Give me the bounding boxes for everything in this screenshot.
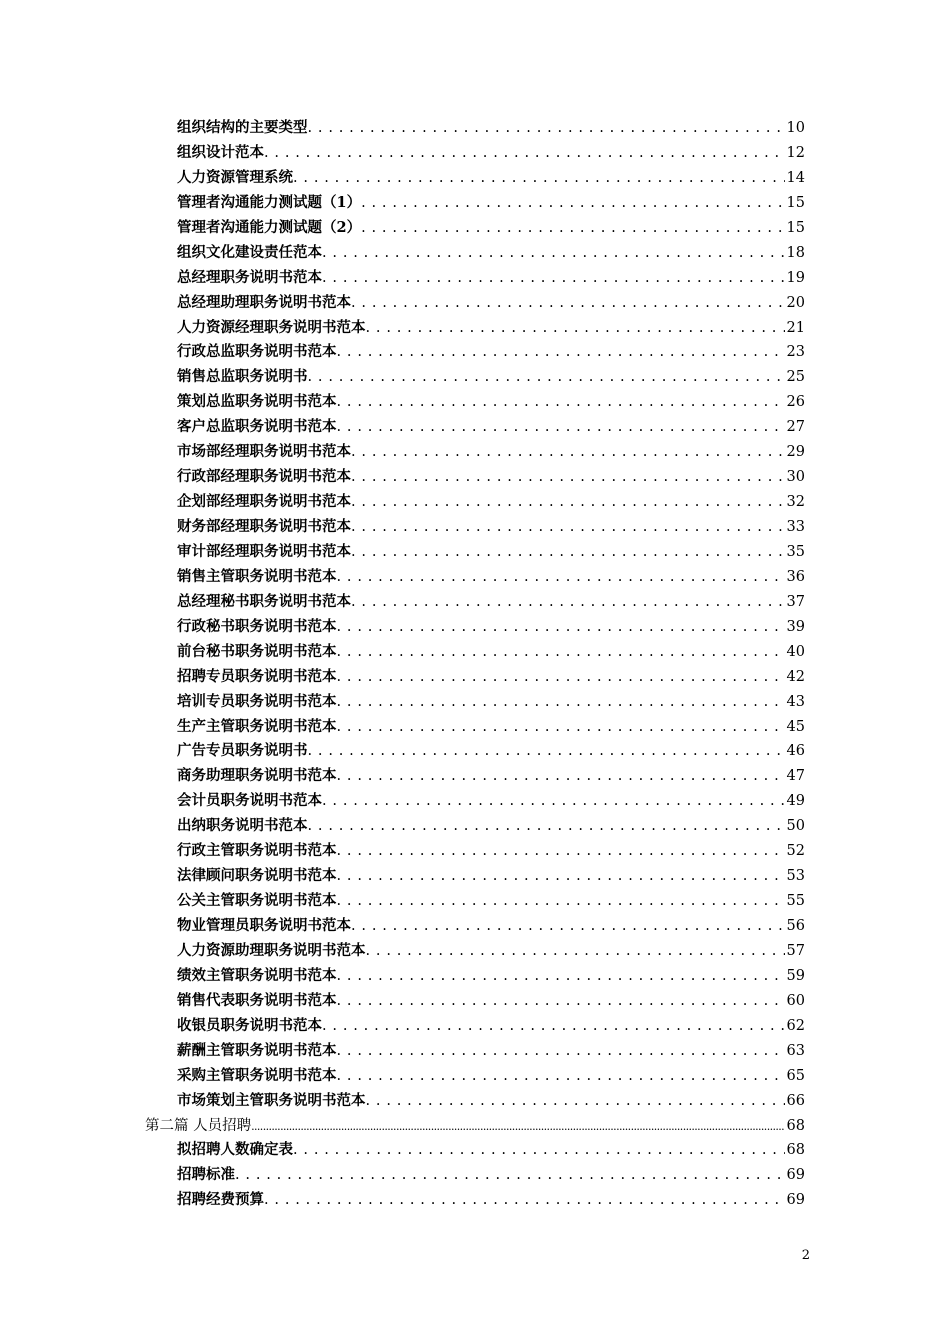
toc-entry-title: 组织文化建设责任范本: [177, 243, 322, 261]
toc-entry-title: 薪酬主管职务说明书范本: [177, 1041, 337, 1059]
toc-entry[interactable]: [177, 690, 805, 715]
toc-dot-leader: [351, 914, 785, 939]
toc-entry-title: 行政部经理职务说明书范本: [177, 468, 351, 486]
toc-entry[interactable]: [177, 141, 805, 166]
toc-entry[interactable]: [177, 814, 805, 839]
toc-entry-page: 45: [786, 718, 805, 735]
toc-entry-page: 62: [786, 1017, 805, 1034]
toc-dot-leader: [337, 889, 785, 914]
toc-entry[interactable]: [177, 266, 805, 291]
toc-chapter-entry[interactable]: [145, 1114, 805, 1139]
toc-entry-page: 39: [786, 618, 805, 635]
toc-entry-title: 招聘经费预算: [177, 1191, 264, 1209]
toc-entry-title: 组织结构的主要类型: [177, 119, 308, 136]
toc-entry-page: 15: [786, 219, 805, 236]
toc-entry[interactable]: [177, 490, 805, 515]
toc-entry[interactable]: [177, 665, 805, 690]
toc-entry[interactable]: [177, 565, 805, 590]
toc-entry-title: 组织设计范本: [177, 143, 264, 161]
toc-entry-title: 行政主管职务说明书范本: [177, 842, 337, 860]
toc-entry-page: 52: [786, 843, 805, 860]
toc-dot-leader: [293, 166, 785, 191]
toc-entry-title: 财务部经理职务说明书范本: [177, 518, 351, 535]
toc-entry-page: 53: [786, 868, 805, 885]
toc-entry[interactable]: [177, 291, 805, 316]
toc-entry-page: 47: [786, 768, 805, 785]
toc-entry-title: 出纳职务说明书范本: [177, 817, 308, 835]
toc-dot-leader: [337, 1039, 785, 1064]
toc-dot-leader: [251, 1114, 784, 1139]
toc-entry-title: 商务助理职务说明书范本: [177, 767, 337, 785]
toc-entry-page: 59: [786, 967, 805, 984]
toc-entry[interactable]: [177, 316, 805, 341]
toc-entry-title: 总经理助理职务说明书范本: [177, 293, 351, 311]
toc-entry-title: 策划总监职务说明书范本: [177, 393, 337, 411]
toc-entry[interactable]: [177, 191, 805, 216]
toc-entry-title: 总经理职务说明书范本: [177, 268, 322, 286]
page-number: 2: [801, 1248, 810, 1263]
toc-dot-leader: [308, 365, 785, 390]
toc-entry[interactable]: [177, 166, 805, 191]
toc-entry-page: 10: [786, 120, 805, 136]
toc-entry-page: 43: [786, 693, 805, 710]
toc-dot-leader: [337, 989, 785, 1014]
toc-dot-leader: [351, 490, 785, 515]
toc-entry-title: 审计部经理职务说明书范本: [177, 542, 351, 560]
toc-entry-page: 57: [786, 942, 805, 959]
toc-entry-title: 拟招聘人数确定表: [177, 1141, 293, 1159]
toc-entry-title: 第二篇 人员招聘: [145, 1117, 252, 1134]
toc-entry-title: 生产主管职务说明书范本: [177, 717, 337, 735]
toc-dot-leader: [337, 390, 785, 415]
toc-dot-leader: [351, 540, 785, 565]
toc-dot-leader: [351, 440, 785, 465]
toc-dot-leader: [337, 665, 785, 690]
toc-dot-leader: [366, 1089, 785, 1114]
toc-entry[interactable]: [177, 615, 805, 640]
toc-dot-leader: [351, 515, 785, 540]
toc-entry-title: 绩效主管职务说明书范本: [177, 966, 337, 984]
toc-entry[interactable]: [177, 116, 805, 141]
toc-dot-leader: [337, 1064, 785, 1089]
toc-entry-page: 55: [786, 893, 805, 910]
toc-dot-leader: [351, 590, 785, 615]
toc-entry-title: 招聘标准: [177, 1166, 235, 1184]
toc-dot-leader: [337, 839, 785, 864]
toc-entry-page: 27: [786, 419, 805, 436]
toc-entry[interactable]: [177, 590, 805, 615]
toc-entry-page: 63: [786, 1042, 805, 1059]
toc-entry-page: 23: [786, 344, 805, 361]
toc-entry-title: 行政秘书职务说明书范本: [177, 617, 337, 635]
toc-entry-title: 市场策划主管职务说明书范本: [177, 1091, 366, 1109]
toc-entry-page: 29: [786, 444, 805, 461]
toc-entry-title: 收银员职务说明书范本: [177, 1016, 322, 1034]
toc-entry-page: 49: [786, 793, 805, 810]
toc-entry[interactable]: [177, 889, 805, 914]
toc-entry-page: 68: [786, 1117, 805, 1134]
toc-dot-leader: [308, 116, 785, 141]
toc-dot-leader: [308, 739, 785, 764]
toc-entry-title: 市场部经理职务说明书范本: [177, 443, 351, 461]
toc-entry[interactable]: [177, 390, 805, 415]
toc-entry-page: 21: [786, 319, 805, 336]
toc-dot-leader: [322, 1014, 785, 1039]
toc-entry-title: 总经理秘书职务说明书范本: [177, 592, 351, 610]
toc-entry[interactable]: [177, 1163, 805, 1188]
toc-dot-leader: [366, 316, 785, 341]
toc-entry[interactable]: [177, 1064, 805, 1089]
toc-entry-page: 32: [786, 494, 805, 511]
toc-dot-leader: [361, 191, 784, 216]
toc-entry[interactable]: [177, 440, 805, 465]
toc-entry-page: 14: [786, 169, 805, 186]
toc-entry-page: 46: [786, 743, 805, 760]
toc-entry-page: 65: [786, 1067, 805, 1084]
toc-entry-title: 前台秘书职务说明书范本: [177, 642, 337, 660]
toc-entry-page: 12: [786, 144, 805, 161]
toc-entry-page: 15: [786, 194, 805, 211]
toc-entry[interactable]: [177, 715, 805, 740]
toc-dot-leader: [337, 764, 785, 789]
toc-dot-leader: [322, 241, 785, 266]
toc-entry-page: 69: [786, 1167, 805, 1184]
toc-entry-page: 25: [786, 369, 805, 386]
toc-entry[interactable]: [177, 465, 805, 490]
toc-entry-page: 37: [786, 593, 805, 610]
toc-entry[interactable]: [177, 1188, 805, 1213]
toc-entry[interactable]: [177, 964, 805, 989]
toc-entry-title: 会计员职务说明书范本: [177, 792, 322, 810]
toc-entry[interactable]: [177, 415, 805, 440]
toc-entry[interactable]: [177, 365, 805, 390]
toc-dot-leader: [322, 789, 785, 814]
toc-entry[interactable]: [177, 1138, 805, 1163]
toc-entry-title: 法律顾问职务说明书范本: [177, 867, 337, 885]
toc-entry-title: 广告专员职务说明书: [177, 742, 308, 760]
toc-entry-title: 人力资源管理系统: [177, 168, 293, 186]
toc-entry-title: 管理者沟通能力测试题（1）: [177, 193, 362, 211]
toc-entry[interactable]: [177, 216, 805, 241]
toc-entry-page: 69: [786, 1192, 805, 1209]
toc-entry-title: 培训专员职务说明书范本: [177, 692, 337, 710]
toc-entry-page: 19: [786, 269, 805, 286]
toc-dot-leader: [337, 615, 785, 640]
toc-dot-leader: [264, 1188, 785, 1213]
toc-dot-leader: [351, 291, 785, 316]
toc-entry-page: 33: [786, 519, 805, 535]
toc-dot-leader: [337, 640, 785, 665]
toc-entry-page: 68: [786, 1142, 805, 1159]
toc-dot-leader: [337, 690, 785, 715]
toc-dot-leader: [308, 814, 785, 839]
toc-entry-title: 人力资源助理职务说明书范本: [177, 941, 366, 959]
toc-dot-leader: [361, 216, 784, 241]
toc-entry[interactable]: [177, 989, 805, 1014]
toc-entry[interactable]: [177, 1089, 805, 1114]
toc-entry[interactable]: [177, 914, 805, 939]
toc-dot-leader: [351, 465, 785, 490]
toc-dot-leader: [293, 1138, 785, 1163]
toc-dot-leader: [235, 1163, 785, 1188]
toc-entry[interactable]: [177, 241, 805, 266]
toc-entry[interactable]: [177, 640, 805, 665]
toc-entry-title: 行政总监职务说明书范本: [177, 343, 337, 361]
toc-entry[interactable]: [177, 1014, 805, 1039]
toc-entry-page: 50: [786, 818, 805, 835]
toc-entry-page: 42: [786, 668, 805, 685]
toc-dot-leader: [337, 964, 785, 989]
toc-entry-title: 企划部经理职务说明书范本: [177, 493, 351, 511]
toc-dot-leader: [264, 141, 785, 166]
toc-dot-leader: [337, 415, 785, 440]
toc-entry-page: 56: [786, 918, 805, 934]
toc-entry-page: 18: [786, 244, 805, 261]
toc-entry-title: 公关主管职务说明书范本: [177, 892, 337, 910]
toc-entry[interactable]: [177, 789, 805, 814]
toc-entry-page: 36: [786, 568, 805, 585]
toc-entry-title: 招聘专员职务说明书范本: [177, 667, 337, 685]
toc-entry-page: 20: [786, 294, 805, 311]
toc-entry-page: 30: [786, 469, 805, 486]
toc-entry[interactable]: [177, 540, 805, 565]
toc-entry[interactable]: [177, 1039, 805, 1064]
toc-dot-leader: [322, 266, 785, 291]
toc-entry[interactable]: [177, 839, 805, 864]
toc-entry-title: 采购主管职务说明书范本: [177, 1066, 337, 1084]
toc-entry-title: 物业管理员职务说明书范本: [177, 917, 351, 934]
toc-entry-title: 客户总监职务说明书范本: [177, 418, 337, 436]
toc-dot-leader: [337, 340, 785, 365]
toc-entry-title: 销售主管职务说明书范本: [177, 567, 337, 585]
toc-entry-page: 35: [786, 543, 805, 560]
toc-dot-leader: [337, 715, 785, 740]
toc-entry-page: 26: [786, 394, 805, 411]
toc-entry-page: 40: [786, 643, 805, 660]
toc-entry[interactable]: [177, 515, 805, 540]
toc-dot-leader: [337, 565, 785, 590]
toc-entry-title: 人力资源经理职务说明书范本: [177, 318, 366, 336]
toc-entry[interactable]: [177, 764, 805, 789]
toc-entry-page: 60: [786, 992, 805, 1009]
toc-entry[interactable]: [177, 864, 805, 889]
toc-entry-title: 销售代表职务说明书范本: [177, 991, 337, 1009]
toc-dot-leader: [366, 939, 785, 964]
table-of-contents: [0, 116, 950, 1213]
toc-entry-page: 66: [786, 1092, 805, 1109]
toc-entry[interactable]: [177, 340, 805, 365]
toc-entry[interactable]: [177, 739, 805, 764]
toc-entry-title: 管理者沟通能力测试题（2）: [177, 218, 362, 236]
toc-entry-title: 销售总监职务说明书: [177, 368, 308, 386]
toc-entry[interactable]: [177, 939, 805, 964]
toc-dot-leader: [337, 864, 785, 889]
